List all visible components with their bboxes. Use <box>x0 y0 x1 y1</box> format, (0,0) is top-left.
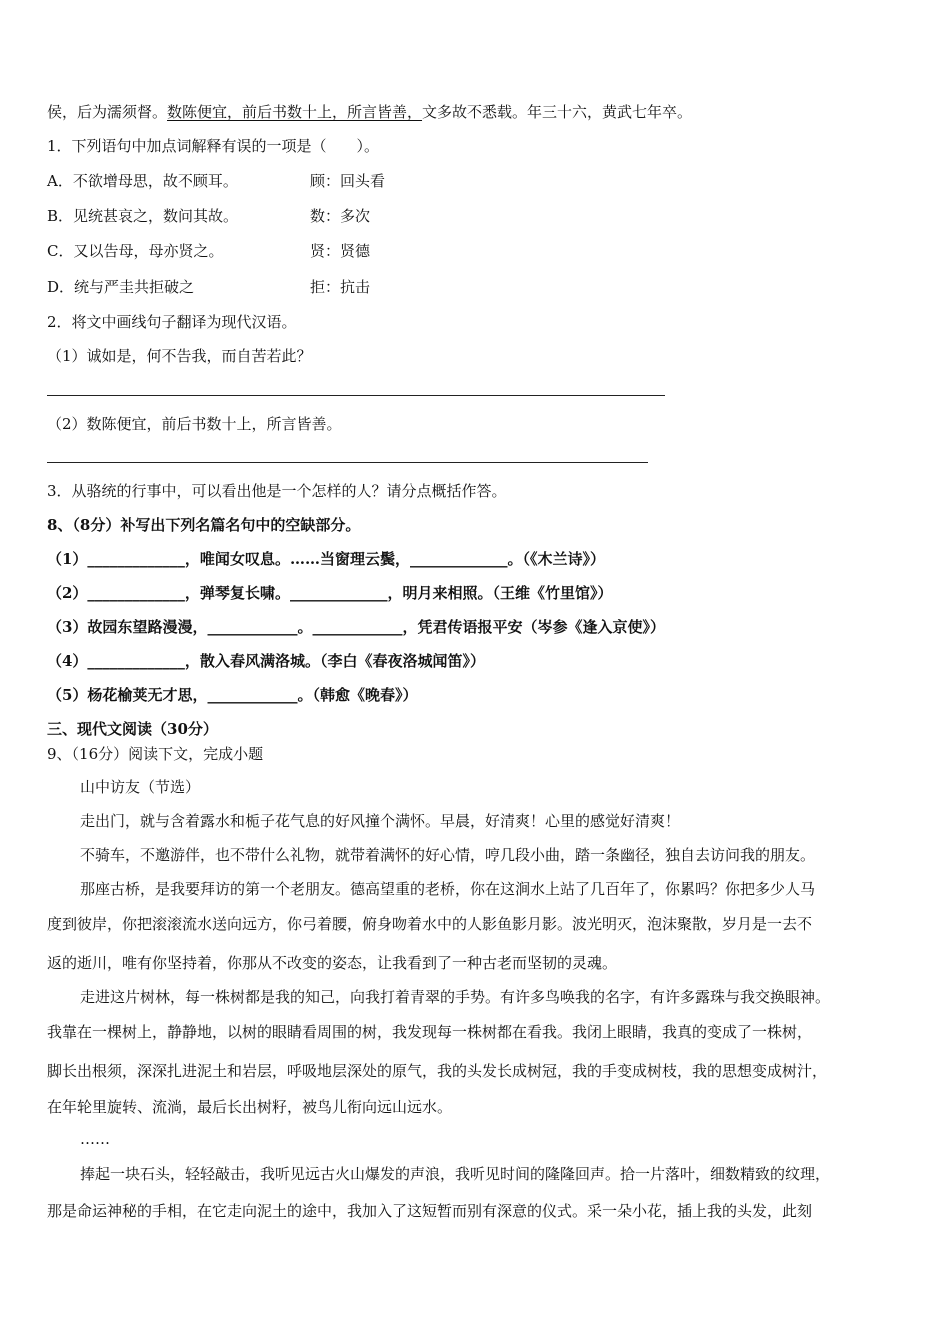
q1-option-d-gloss: 拒：抗击 <box>310 278 371 296</box>
intro-underlined-sentence: 数陈便宜，前后书数十上，所言皆善， <box>167 103 423 121</box>
q1-option-c <box>47 241 371 261</box>
q1-option-a <box>47 171 386 191</box>
q1-option-d <box>47 277 371 297</box>
passage-line-11: 那是命运神秘的手相，在它走向泥土的途中，我加入了这短暂而别有深意的仪式。采一朵小花，插上我的头发，此刻 <box>47 1202 813 1220</box>
passage-line-5: 返的逝川，唯有你坚持着，你那从不改变的姿态，让我看到了一种古老而坚韧的灵魂。 <box>47 954 618 972</box>
q8-item-1: （1）_____________，唯闻女叹息。……当窗理云鬓，_____________。（《木兰诗》） <box>47 550 605 568</box>
passage-line-2: 不骑车，不邀游伴，也不带什么礼物，就带着满怀的好心情，哼几段小曲，踏一条幽径，独自去访问我的朋友。 <box>80 846 816 864</box>
q1-option-c-gloss: 贤：贤德 <box>310 242 371 260</box>
q8-item-4: （4）_____________，散入春风满洛城。（李白《春夜洛城闻笛》） <box>47 652 485 670</box>
q1-option-b-sentence: B．见统甚哀之，数问其故。 <box>47 207 239 225</box>
passage-line-4: 度到彼岸，你把滚滚流水送向远方，你弓着腰，俯身吻着水中的人影鱼影月影。波光明灭，泡沫聚散，岁月是一去不 <box>47 915 813 933</box>
passage-line-1: 走出门，就与含着露水和栀子花气息的好风撞个满怀。早晨，好清爽！心里的感觉好清爽！ <box>80 812 681 830</box>
passage-ellipsis: …… <box>80 1130 110 1148</box>
passage-line-8: 脚长出根须，深深扎进泥土和岩层，呼吸地层深处的原气，我的头发长成树冠，我的手变成树枝，我的思想变成树汁， <box>47 1062 828 1080</box>
q9-stem: 9、（16分）阅读下文，完成小题 <box>47 745 264 763</box>
q1-option-a-gloss: 顾：回头看 <box>310 172 386 190</box>
intro-suffix: 文多故不悉载。年三十六，黄武七年卒。 <box>422 103 693 121</box>
intro-prefix: 侯，后为濡须督。 <box>47 103 168 121</box>
q1-option-c-sentence: C．又以告母，母亦贤之。 <box>47 242 224 260</box>
section-3-heading: 三、现代文阅读（30分） <box>47 720 218 738</box>
q8-item-2: （2）_____________，弹琴复长啸。_____________，明月来相照。（王维《竹里馆》） <box>47 584 613 602</box>
q1-option-b-gloss: 数：多次 <box>310 207 371 225</box>
intro-line <box>47 102 692 122</box>
q1-option-a-sentence: A．不欲增母思，故不顾耳。 <box>47 172 238 190</box>
q2-item-2: （2）数陈便宜，前后书数十上，所言皆善。 <box>47 415 342 433</box>
q1-option-d-sentence: D．统与严圭共拒破之 <box>47 278 195 296</box>
passage-line-3: 那座古桥，是我要拜访的第一个老朋友。德高望重的老桥，你在这涧水上站了几百年了，你累吗？你把多少人马 <box>80 880 816 898</box>
q8-stem: 8、（8分）补写出下列名篇名句中的空缺部分。 <box>47 516 361 534</box>
q2-item-1: （1）诚如是，何不告我，而自苦若此？ <box>47 347 312 365</box>
q8-item-5: （5）杨花榆荚无才思，____________。（韩愈《晚春》） <box>47 686 418 704</box>
passage-line-9: 在年轮里旋转、流淌，最后长出树籽，被鸟儿衔向远山远水。 <box>47 1098 453 1116</box>
q3-stem: 3．从骆统的行事中，可以看出他是一个怎样的人？请分点概括作答。 <box>47 482 507 500</box>
q2-answer-line-2[interactable] <box>47 462 648 463</box>
q1-stem: 1．下列语句中加点词解释有误的一项是（ ）。 <box>47 137 380 155</box>
q2-stem: 2．将文中画线句子翻译为现代汉语。 <box>47 313 297 331</box>
q2-answer-line-1[interactable] <box>47 395 665 396</box>
q1-option-b <box>47 206 371 226</box>
passage-line-7: 我靠在一棵树上，静静地，以树的眼睛看周围的树，我发现每一株树都在看我。我闭上眼睛，我真的变成了一株树， <box>47 1023 813 1041</box>
q8-item-3: （3）故园东望路漫漫，____________。____________，凭君传语报平安（岑参《逢入京使》） <box>47 618 665 636</box>
passage-line-10: 捧起一块石头，轻轻敲击，我听见远古火山爆发的声浪，我听见时间的隆隆回声。拾一片落叶，细数精致的纹理， <box>80 1165 831 1183</box>
passage-title: 山中访友（节选） <box>80 778 201 796</box>
passage-line-6: 走进这片树林，每一株树都是我的知己，向我打着青翠的手势。有许多鸟唤我的名字，有许多露珠与我交换眼神。 <box>80 988 831 1006</box>
